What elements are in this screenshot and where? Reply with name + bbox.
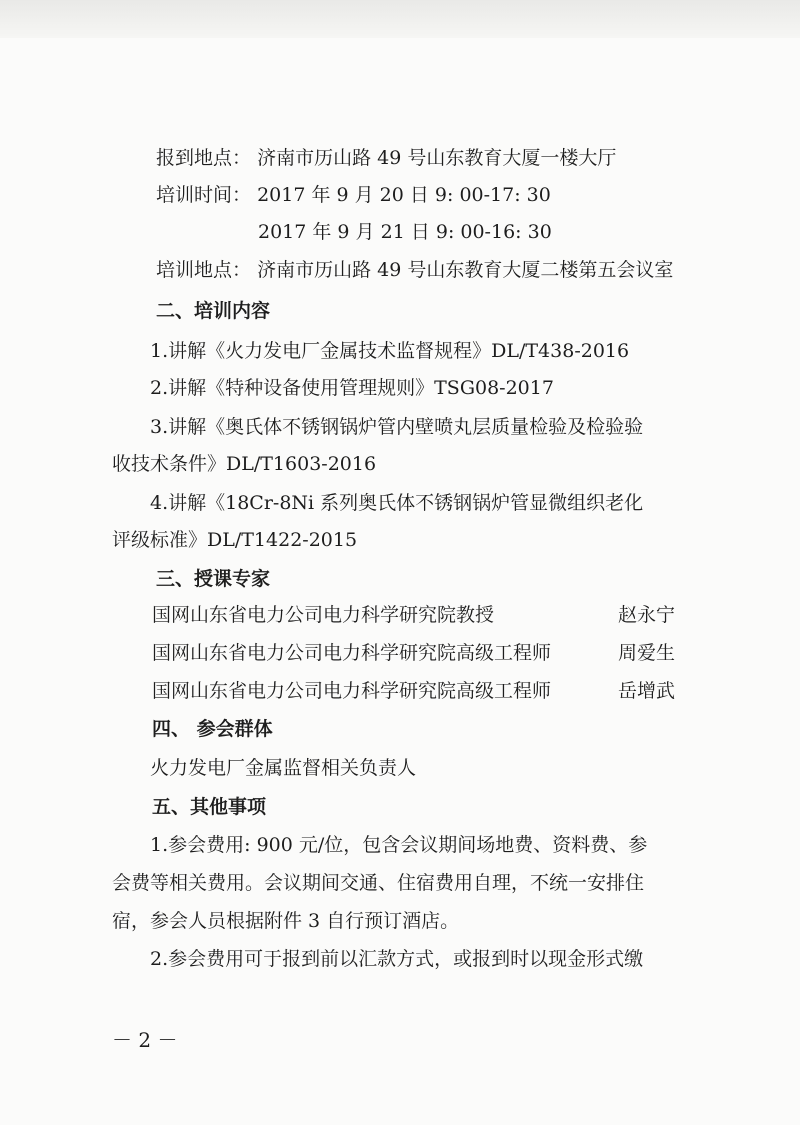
section2-item-3: 3.讲解《奥氏体不锈钢锅炉管内壁喷丸层质量检验及检验验	[150, 416, 644, 438]
section3-heading: 三、授课专家	[156, 568, 271, 590]
expert-1-name: 赵永宁	[618, 604, 676, 626]
section5-line-1: 1.参会费用: 900 元/位，包含会议期间场地费、资料费、参	[150, 834, 648, 856]
training-time-day1: 2017 年 9 月 20 日 9: 00-17: 30	[257, 184, 551, 206]
page-number: － 2 －	[112, 1028, 178, 1052]
section2-item-4-cont: 评级标准》DL/T1422-2015	[112, 529, 358, 551]
registration-line	[156, 145, 616, 171]
section5-line-2: 会费等相关费用。会议期间交通、住宿费用自理，不统一安排住	[112, 872, 645, 894]
section2-item-3-cont: 收技术条件》DL/T1603-2016	[112, 453, 377, 475]
section2-item-1: 1.讲解《火力发电厂金属技术监督规程》DL/T438-2016	[150, 340, 630, 362]
training-time-line	[156, 182, 551, 208]
expert-2-name: 周爱生	[618, 642, 676, 664]
registration-value: 济南市历山路 49 号山东教育大厦一楼大厅	[257, 147, 617, 169]
section4-heading: 四、 参会群体	[152, 718, 273, 740]
training-place-line	[156, 257, 673, 283]
section2-item-4: 4.讲解《18Cr-8Ni 系列奥氏体不锈钢锅炉管显微组织老化	[150, 492, 644, 514]
training-place-value: 济南市历山路 49 号山东教育大厦二楼第五会议室	[257, 259, 674, 281]
section5-line-4: 2.参会费用可于报到前以汇款方式，或报到时以现金形式缴	[150, 948, 644, 970]
section2-item-2: 2.讲解《特种设备使用管理规则》TSG08-2017	[150, 377, 554, 399]
section5-line-3: 宿，参会人员根据附件 3 自行预订酒店。	[112, 910, 460, 932]
section2-heading: 二、培训内容	[156, 300, 271, 322]
expert-2-org: 国网山东省电力公司电力科学研究院高级工程师	[152, 642, 552, 664]
expert-3-org: 国网山东省电力公司电力科学研究院高级工程师	[152, 680, 552, 702]
scan-top-band	[0, 0, 800, 38]
training-place-label: 培训地点：	[156, 259, 252, 281]
expert-1-org: 国网山东省电力公司电力科学研究院教授	[152, 604, 495, 626]
section5-heading: 五、其他事项	[152, 796, 267, 818]
training-time-day2: 2017 年 9 月 21 日 9: 00-16: 30	[258, 221, 552, 243]
expert-3-name: 岳增武	[618, 680, 676, 702]
training-time-label: 培训时间：	[156, 184, 252, 206]
section4-text: 火力发电厂金属监督相关负责人	[150, 757, 417, 779]
registration-label: 报到地点：	[156, 147, 252, 169]
